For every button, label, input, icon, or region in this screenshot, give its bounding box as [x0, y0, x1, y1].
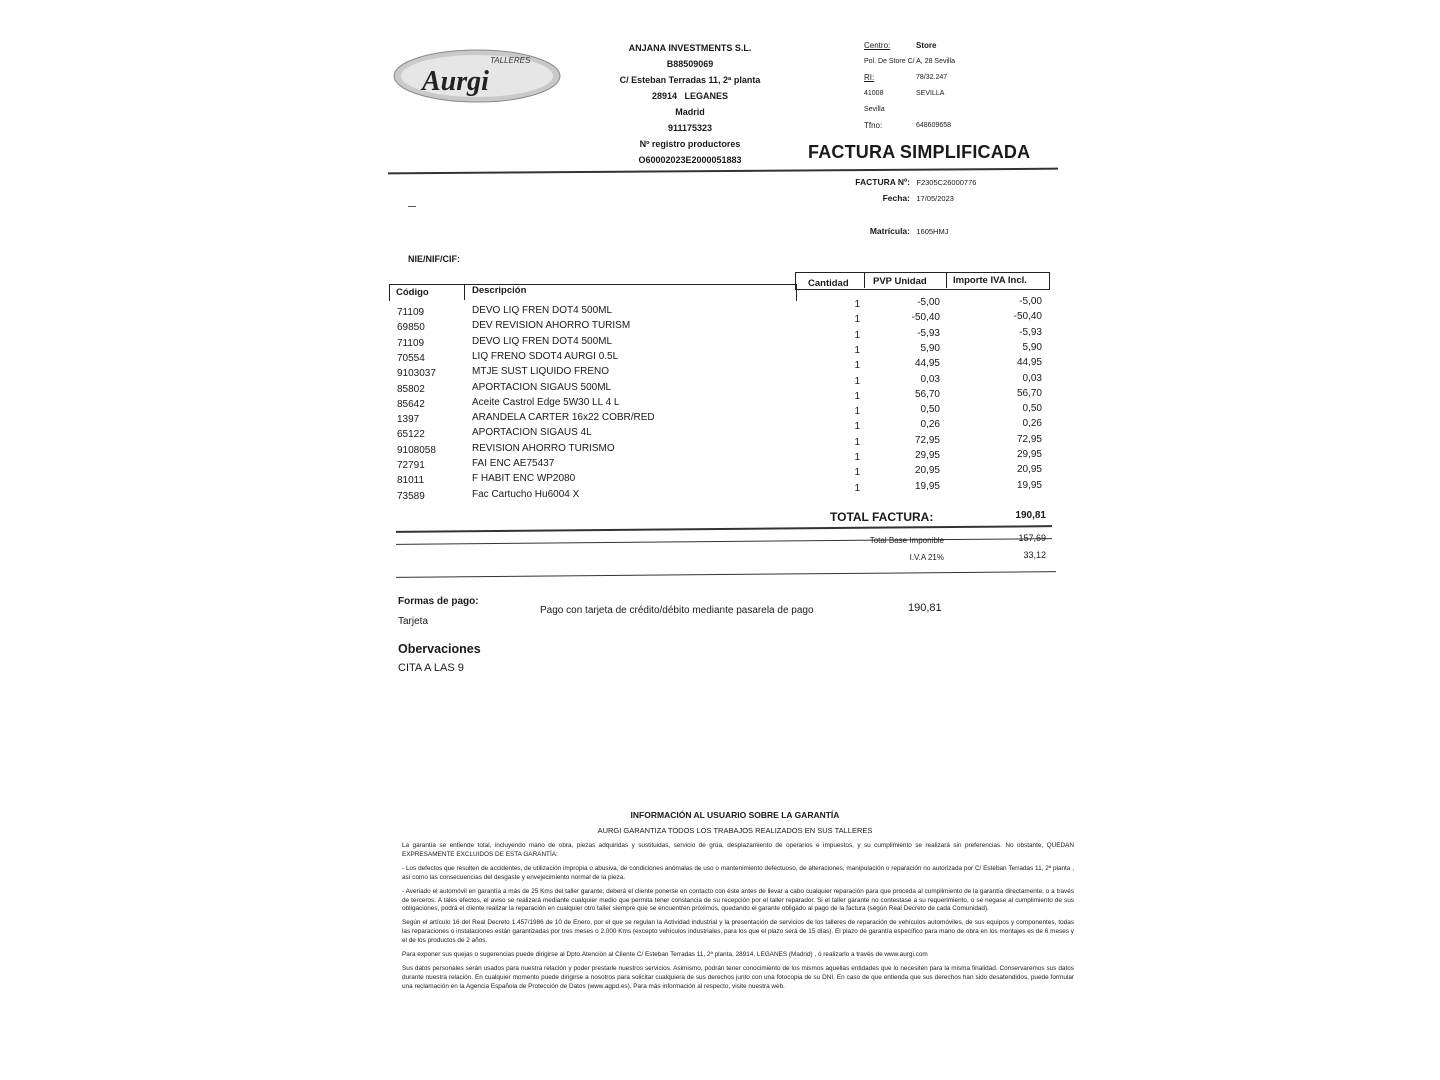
row-pvp: 72,95	[914, 434, 940, 446]
row-codigo: 70554	[397, 352, 425, 364]
logo-small-text: TALLERES	[490, 56, 531, 65]
guarantee-paragraph: Sus datos personales serán usados para nuestra relación y poder prestarle nuestros servicios. Asimismo, podrán tener conocimiento de los mismos aquellas entidades que lo necesiten para la misma finalidad. Conservaremos sus datos durante nuestra relación. En cualquier momento puede dirigirse a nosotros para solicitar cualquiera de sus derechos junto con una fotocopia de su DNI. En caso de que entienda que sus derechos han sido desatendidos, puede formular una reclamación en la Agencia Española de Protección de Datos (www.agpd.es). Para más información al respecto, visite nuestra web.	[402, 964, 1074, 990]
company-city: 28914 LEGANES	[651, 91, 729, 101]
company-province: Madrid	[675, 107, 705, 117]
row-descripcion: F HABIT ENC WP2080	[472, 473, 576, 485]
table-header-divider	[464, 284, 465, 300]
plate-value: 1605HMJ	[916, 227, 949, 236]
guarantee-paragraph: - Los defectos que resulten de accidentes, de utilización impropia o abusiva, de condiciones anómalas de uso o mantenimiento defectuoso, de alteraciones, manipulación o reparación no autorizada por C/ Esteban Terradas 11, 2ª planta , así como las consecuencias del desgaste y envejecimiento normal de la pieza.	[402, 864, 1074, 881]
row-codigo: 73589	[397, 490, 425, 502]
total-label: TOTAL FACTURA:	[830, 510, 934, 524]
row-descripcion: LIQ FRENO SDOT4 AURGI 0.5L	[472, 350, 619, 362]
row-pvp: 29,95	[914, 450, 940, 461]
row-importe: 72,95	[1016, 433, 1042, 445]
guarantee-paragraph: Para exponer sus quejas o sugerencias puede dirigirse al Dpto.Atención al Cliente C/ Esteban Terradas 11, 2ª planta, 28914, LEGANES (Madrid) , ó realizarlo a través de www.aurgi.com	[402, 951, 928, 959]
row-codigo: 9108058	[397, 444, 436, 456]
col-pvp: PVP Unidad	[873, 276, 927, 287]
row-codigo: 71109	[397, 337, 425, 349]
payment-title: Formas de pago:	[398, 596, 479, 607]
row-codigo: 9103037	[397, 368, 436, 380]
row-importe: -5,00	[1019, 296, 1042, 307]
document-title: FACTURA SIMPLIFICADA	[808, 142, 1031, 162]
guarantee-paragraph: - Averiado el automóvil en garantía a más de 25 Kms del taller garante, deberá el cliente ponerse en contacto con éste antes de llevar a cabo cualquier reparación para que proceda al cumplimiento de la garantía directamente, o a través de terceros. A tales efectos, el aviso se realizará mediante cualquier medio que permita tener constancia de su recepción por el taller reparador. Si el taller garante no contestase a su requerimiento, o se negase al cumplimiento de sus obligaciones, podrá el cliente realizar la reparación en cualquier otro taller siempre que se encuentren próximos, quedando el garante obligado al pago de la factura (según Real Decreto de cada Comunidad).	[402, 887, 1074, 913]
row-descripcion: MTJE SUST LIQUIDO FRENO	[472, 366, 610, 378]
tfno-value: 648609658	[916, 122, 952, 129]
invoice-number-value: F2305C26000776	[916, 178, 977, 187]
centro-province: Sevilla	[864, 106, 885, 113]
company-registry-number: O60002023E2000051883	[638, 155, 742, 165]
invoice-date-value: 17/05/2023	[916, 194, 954, 203]
row-pvp: 20,95	[914, 465, 940, 477]
row-importe: 0,50	[1022, 403, 1042, 415]
invoice-number-row	[820, 177, 976, 187]
row-descripcion: ARANDELA CARTER 16x22 COBR/RED	[472, 412, 655, 424]
row-descripcion: Fac Cartucho Hu6004 X	[472, 488, 580, 500]
iva-label: I.V.A 21%	[909, 553, 944, 562]
row-importe: -50,40	[1013, 311, 1042, 323]
plate-label: Matrícula:	[869, 226, 910, 236]
row-cantidad: 1	[854, 360, 860, 372]
invoice-date-row	[820, 193, 954, 203]
iva-value: 33,12	[1023, 550, 1046, 560]
row-codigo: 65122	[397, 429, 425, 441]
row-codigo: 69850	[397, 322, 425, 334]
guarantee-subtitle: AURGI GARANTIZA TODOS LOS TRABAJOS REALIZADOS EN SUS TALLERES	[597, 826, 873, 835]
row-pvp: 0,26	[920, 419, 940, 431]
row-importe: 29,95	[1016, 449, 1042, 460]
base-value: 157,69	[1018, 533, 1046, 543]
invoice-number-label: FACTURA Nº:	[855, 177, 910, 187]
row-descripcion: APORTACION SIGAUS 500ML	[472, 381, 612, 393]
redaction-mark	[408, 206, 416, 207]
row-pvp: -5,93	[917, 327, 940, 339]
row-codigo: 71109	[397, 307, 425, 318]
table-header-left-box	[389, 284, 797, 301]
table-header-divider-2	[864, 272, 865, 288]
row-codigo: 72791	[397, 460, 425, 471]
company-phone: 911175323	[667, 123, 713, 133]
table-header-divider-3	[946, 272, 947, 288]
row-codigo: 81011	[397, 475, 425, 487]
payment-type: Tarjeta	[398, 616, 429, 627]
centro-postal: 41008	[864, 90, 884, 97]
row-descripcion: FAI ENC AE75437	[472, 458, 555, 469]
row-pvp: -50,40	[911, 312, 940, 324]
row-pvp: 19,95	[914, 480, 940, 492]
company-info	[590, 40, 790, 168]
row-importe: 5,90	[1022, 341, 1042, 353]
totals-divider-end	[396, 571, 1056, 578]
row-descripcion: REVISION AHORRO TURISMO	[472, 442, 615, 454]
company-address: C/ Esteban Terradas 11, 2ª planta	[619, 75, 761, 85]
centro-address: Pol. De Store C/ A, 28 Sevilla	[864, 58, 956, 65]
total-divider-top	[396, 525, 1052, 533]
base-label: Total Base Imponible	[869, 536, 944, 545]
row-importe: 0,26	[1022, 418, 1042, 430]
row-pvp: -5,00	[917, 297, 940, 308]
company-registry-label: Nº registro productores	[639, 139, 741, 149]
col-cantidad: Cantidad	[808, 278, 849, 289]
observations-text: CITA A LAS 9	[398, 662, 464, 674]
col-importe: Importe IVA Incl.	[953, 275, 1027, 286]
row-pvp: 0,50	[920, 404, 940, 416]
col-codigo: Código	[396, 287, 429, 298]
row-descripcion: DEV REVISION AHORRO TURISM	[472, 320, 631, 332]
guarantee-paragraph: La garantía se entiende total, incluyendo mano de obra, piezas adquiridas y sustituidas, servicio de grúa, desplazamiento de operarios e impuestos, y su cumplimiento se realizará sin preferencias. No obstante, QUEDAN EXPRESAMENTE EXCLUIDOS DE ESTA GARANTÍA:	[402, 842, 1074, 858]
invoice-date-label: Fecha:	[882, 193, 910, 203]
row-cantidad: 1	[854, 329, 860, 341]
row-codigo: 85802	[397, 383, 425, 395]
row-pvp: 0,03	[920, 373, 940, 385]
row-importe: 56,70	[1016, 387, 1042, 399]
row-cantidad: 1	[854, 375, 860, 387]
row-pvp: 56,70	[914, 388, 940, 400]
row-pvp: 5,90	[920, 342, 940, 354]
row-descripcion: Aceite Castrol Edge 5W30 LL 4 L	[472, 396, 620, 408]
row-cantidad: 1	[854, 406, 860, 418]
row-cantidad: 1	[854, 467, 860, 479]
centro-value: Store	[916, 41, 937, 50]
row-cantidad: 1	[854, 436, 860, 448]
centro-label: Centro:	[864, 41, 891, 50]
ri-label: RI:	[864, 73, 875, 82]
row-descripcion: DEVO LIQ FREN DOT4 500ML	[472, 335, 613, 347]
row-importe: 44,95	[1016, 357, 1042, 369]
row-importe: 19,95	[1016, 479, 1042, 491]
logo-main-text: Aurgi	[422, 66, 489, 97]
tfno-label: Tfno:	[864, 121, 883, 130]
row-cantidad: 1	[854, 482, 860, 494]
row-cantidad: 1	[854, 314, 860, 326]
row-cantidad: 1	[854, 344, 860, 356]
payment-amount: 190,81	[908, 602, 942, 614]
total-divider-bottom	[396, 538, 1052, 545]
col-descripcion: Descripción	[472, 285, 527, 296]
guarantee-body	[402, 842, 1074, 997]
row-cantidad: 1	[854, 452, 860, 463]
row-importe: 20,95	[1016, 464, 1042, 476]
guarantee-title: INFORMACIÓN AL USUARIO SOBRE LA GARANTÍA	[630, 810, 840, 820]
ri-value: 78/32.247	[916, 74, 948, 81]
row-codigo: 1397	[397, 414, 420, 426]
plate-row	[820, 226, 948, 236]
row-importe: -5,93	[1019, 326, 1042, 338]
centro-city: SEVILLA	[916, 90, 945, 97]
row-cantidad: 1	[854, 390, 860, 402]
row-codigo: 85642	[397, 398, 425, 410]
row-importe: 0,03	[1022, 372, 1042, 384]
row-descripcion: APORTACION SIGAUS 4L	[472, 427, 592, 439]
company-name: ANJANA INVESTMENTS S.L.	[628, 43, 752, 53]
row-descripcion: DEVO LIQ FREN DOT4 500ML	[472, 305, 613, 316]
company-cif: B88509069	[666, 59, 714, 69]
nie-label: NIE/NIF/CIF:	[408, 254, 460, 264]
header-divider	[388, 168, 1058, 175]
row-pvp: 44,95	[914, 358, 940, 370]
payment-description: Pago con tarjeta de crédito/débito mediante pasarela de pago	[540, 605, 814, 616]
guarantee-paragraph: Según el artículo 16 del Real Decreto 1.457/1986 de 10 de Enero, por el que se regulan la Actividad industrial y la presentación de servicios de los talleres de reparación de vehículos automóviles, de sus equipos y componentes, todas las reparaciones o instalaciones están garantizadas por tres meses o 2.000 Kms (excepto vehículos industriales, para los que el plazo será de 15 días). El plazo de garantía específico para mano de obra en los montajes es de 6 meses y el de los productos de 2 años.	[402, 919, 1074, 945]
centro-info	[864, 38, 1064, 134]
observations-title: Obervaciones	[398, 642, 481, 656]
row-cantidad: 1	[854, 421, 860, 433]
aurgi-logo	[392, 48, 562, 104]
row-cantidad: 1	[854, 299, 860, 310]
total-value: 190,81	[1015, 510, 1046, 521]
